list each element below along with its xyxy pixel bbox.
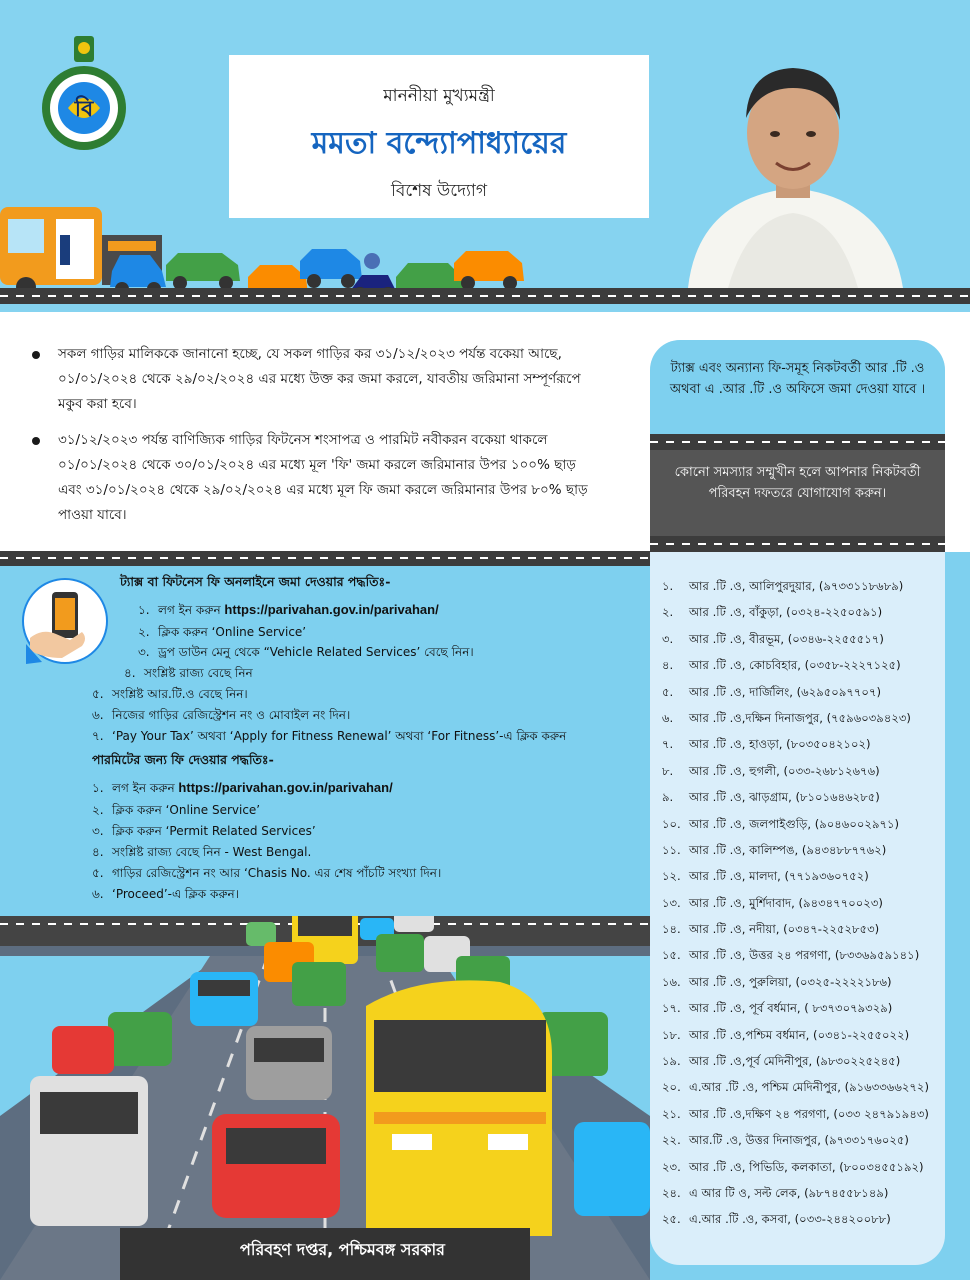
rto-item-text: আর .টি .ও,পূর্ব মেদিনীপুর, (৯৮৩০২২৫২৪৫) bbox=[689, 1054, 901, 1069]
parivahan-link[interactable]: https://parivahan.gov.in/parivahan/ bbox=[178, 780, 393, 795]
header-road bbox=[0, 288, 970, 304]
rto-list-item bbox=[662, 1079, 947, 1105]
rto-list-item bbox=[662, 921, 947, 947]
rto-list-item bbox=[662, 1159, 947, 1185]
title-line-3: বিশেষ উদ্যোগ bbox=[391, 181, 487, 201]
rto-side-panel bbox=[650, 340, 945, 1265]
rto-item-number: ১০. bbox=[662, 816, 681, 831]
rto-item-number: ২০. bbox=[662, 1080, 681, 1095]
west-bengal-emblem-icon bbox=[38, 36, 130, 152]
rto-list-item bbox=[662, 842, 947, 868]
rto-item-text: আর .টি .ও, ঝাড়গ্রাম, (৮১০১৬৪৬২৮৫) bbox=[689, 790, 880, 805]
rto-item-number: ১৬. bbox=[662, 974, 681, 989]
online-step: ৪. সংশ্লিষ্ট রাজ্য বেছে নিন bbox=[124, 666, 253, 680]
rto-list-item bbox=[662, 1132, 947, 1158]
rto-list-item bbox=[662, 684, 947, 710]
rto-list-item bbox=[662, 895, 947, 921]
rto-item-number: ৩. bbox=[662, 631, 674, 646]
rto-item-number: ২৩. bbox=[662, 1159, 681, 1174]
permit-step: ৫. গাড়ির রেজিস্ট্রেশন নং আর ‘Chasis No. এর শেষ পাঁচটি সংখ্যা দিন। bbox=[92, 866, 442, 880]
rto-list-item bbox=[662, 816, 947, 842]
rto-item-number: ২২. bbox=[662, 1133, 681, 1148]
phone-hand-icon bbox=[22, 578, 108, 664]
permit-step: ২. ক্লিক করুন ‘Online Service’ bbox=[92, 803, 261, 817]
side-road-divider bbox=[650, 536, 945, 552]
rto-list-item bbox=[662, 1211, 947, 1237]
rto-item-text: আর .টি .ও,পশ্চিম বর্ধমান, (০৩৪১-২২৫৫০২২) bbox=[689, 1027, 910, 1042]
rto-item-number: ২. bbox=[662, 605, 674, 620]
permit-step: ৩. ক্লিক করুন ‘Permit Related Services’ bbox=[92, 824, 316, 838]
rto-item-number: ১১. bbox=[662, 842, 681, 857]
rto-list-item bbox=[662, 657, 947, 683]
permit-heading: পারমিটের জন্য ফি দেওয়ার পদ্ধতিঃ- bbox=[92, 752, 274, 767]
rto-list-item bbox=[662, 631, 947, 657]
rto-item-text: আর .টি .ও, বাঁকুড়া, (০৩২৪-২২৫০৫৯১) bbox=[689, 605, 883, 620]
rto-list-item bbox=[662, 736, 947, 762]
rto-list-item bbox=[662, 947, 947, 973]
car-icon bbox=[52, 1026, 114, 1074]
title-card bbox=[229, 55, 649, 218]
rto-item-text: এ.আর .টি .ও, পশ্চিম মেদিনীপুর, (৯১৬৩৩৬৬২৭২) bbox=[689, 1080, 929, 1095]
notice-section bbox=[0, 312, 650, 552]
rto-item-text: এ আর টি ও, সল্ট লেক, (৯৮৭৪৫৫৮১৪৯) bbox=[689, 1185, 889, 1200]
permit-step: ১. লগ ইন করুন https://parivahan.gov.in/parivahan/ bbox=[92, 780, 393, 795]
rto-item-text: আর .টি .ও, কালিম্পঙ, (৯৪৩৪৮৮৭৭৬২) bbox=[689, 842, 887, 857]
contact-info-box: কোনো সমস্যার সম্মুখীন হলে আপনার নিকটবর্তী পরিবহন দফতরে যোগাযোগ করুন। bbox=[650, 450, 945, 536]
rto-list-item bbox=[662, 578, 947, 604]
online-step: ৩. ড্রপ ডাউন মেনু থেকে “Vehicle Related Services’ বেছে নিন। bbox=[138, 645, 474, 659]
rto-item-text: আর .টি .ও,দক্ষিণ ২৪ পরগণা, (০৩৩ ২৪৭৯১৯৪৩) bbox=[689, 1106, 929, 1121]
permit-step: ৪. সংশ্লিষ্ট রাজ্য বেছে নিন - West Bengal. bbox=[92, 845, 312, 859]
online-step: ৭. ‘Pay Your Tax’ অথবা ‘Apply for Fitness Renewal’ অথবা ‘For Fitness’-এ ক্লিক করুন bbox=[92, 729, 567, 743]
rto-item-number: ৪. bbox=[662, 658, 674, 673]
svg-text:বি: বি bbox=[74, 97, 94, 122]
bullet-icon bbox=[32, 437, 40, 445]
online-step: ৬. নিজের গাড়ির রেজিস্ট্রেশন নং ও মোবাইল নং দিন। bbox=[92, 708, 351, 722]
rto-list-item bbox=[662, 710, 947, 736]
rto-item-text: আর.টি .ও, উত্তর দিনাজপুর, (৯৭৩৩১৭৬০২৫) bbox=[689, 1133, 909, 1148]
rto-item-number: ২৫. bbox=[662, 1212, 681, 1227]
rto-list-item bbox=[662, 604, 947, 630]
rto-item-number: ৬. bbox=[662, 710, 674, 725]
rto-item-number: ২৪. bbox=[662, 1185, 681, 1200]
bus-icon bbox=[366, 980, 552, 1236]
rto-list-item bbox=[662, 1053, 947, 1079]
rto-item-number: ২১. bbox=[662, 1106, 681, 1121]
rto-item-text: আর .টি .ও, হুগলী, (০৩৩-২৬৮১২৬৭৬) bbox=[689, 763, 880, 778]
car-icon bbox=[574, 1122, 650, 1216]
car-icon bbox=[300, 249, 362, 279]
car-icon bbox=[454, 251, 524, 281]
rto-list-item bbox=[662, 974, 947, 1000]
rto-item-number: ৫. bbox=[662, 684, 674, 699]
rto-item-text: আর .টি .ও, কোচবিহার, (০৩৫৮-২২২৭১২৫) bbox=[689, 658, 901, 673]
divider-road bbox=[0, 551, 650, 566]
rto-item-text: আর .টি .ও, জলপাইগুড়ি, (৯০৪৬০০২৯৭১) bbox=[689, 816, 900, 831]
notice-item bbox=[32, 342, 592, 417]
rto-item-text: আর .টি .ও, পুরুলিয়া, (০৩২৫-২২২২১৮৬) bbox=[689, 974, 892, 989]
rto-item-text: আর .টি .ও, পিভিডি, কলকাতা, (৮০০৩৪৫৫১৯২) bbox=[689, 1159, 924, 1174]
notice-text: সকল গাড়ির মালিককে জানানো হচ্ছে, যে সকল গাড়ির কর ৩১/১২/২০২৩ পর্যন্ত বকেয়া আছে, ০১/০১/২০২৪ থেকে ২৯/০২/২০২৪ এর মধ্যে উক্ত কর জমা করলে, যাবতীয় জরিমানা সম্পূর্ণরূপে মকুব করা হবে। bbox=[58, 346, 581, 412]
rto-item-number: ১৩. bbox=[662, 895, 681, 910]
rto-item-number: ১৯. bbox=[662, 1054, 681, 1069]
rto-item-number: ৯. bbox=[662, 790, 674, 805]
rto-item-number: ৭. bbox=[662, 737, 674, 752]
car-icon bbox=[394, 916, 434, 932]
car-icon bbox=[292, 962, 346, 1006]
header-banner bbox=[0, 0, 970, 312]
online-tax-heading: ট্যাক্স বা ফিটনেস ফি অনলাইনে জমা দেওয়ার পদ্ধতিঃ- bbox=[120, 574, 391, 589]
online-step: ৫. সংশ্লিষ্ট আর.টি.ও বেছে নিন। bbox=[92, 687, 248, 701]
footer-department: পরিবহণ দপ্তর, পশ্চিমবঙ্গ সরকার bbox=[240, 1240, 445, 1259]
notice-text: ৩১/১২/২০২৩ পর্যন্ত বাণিজ্যিক গাড়ির ফিটনেস শংসাপত্র ও পারমিট নবীকরন বকেয়া থাকলে ০১/০১/২০২৪ থেকে ৩০/০১/২০২৪ এর মধ্যে মূল 'ফি' জমা করলে জরিমানার উপর ১০০% ছাড় এবং ৩১/০১/২০২৪ থেকে ২৯/০২/২০২৪ এর মধ্যে মূল ফি জমা করলে জরিমানার উপর ৮০% ছাড় পাওয়া যাবে। bbox=[58, 432, 588, 523]
car-icon bbox=[376, 934, 424, 972]
tax-info-box: ট্যাক্স এবং অন্যান্য ফি-সমূহ নিকটবর্তী আর .টি .ও অথবা এ .আর .টি .ও অফিসে জমা দেওয়া যাবে । bbox=[650, 340, 945, 434]
rto-contact-list bbox=[662, 578, 947, 1238]
title-cm-name: মমতা বন্দ্যোপাধ্যায়ের bbox=[311, 126, 567, 161]
highway-traffic-illustration bbox=[0, 916, 650, 1280]
rto-list-item bbox=[662, 763, 947, 789]
parivahan-link[interactable]: https://parivahan.gov.in/parivahan/ bbox=[224, 602, 439, 617]
rto-list-item bbox=[662, 1027, 947, 1053]
online-step: ১. লগ ইন করুন https://parivahan.gov.in/parivahan/ bbox=[138, 602, 439, 617]
rto-item-number: ৮. bbox=[662, 763, 674, 778]
rto-item-text: আর .টি .ও, আলিপুরদুয়ার, (৯৭৩৩১১৮৬৮৯) bbox=[689, 579, 904, 593]
rto-item-text: আর .টি .ও, বীরভূম, (০৩৪৬-২২৫৫৫১৭) bbox=[689, 631, 884, 646]
rto-item-text: আর .টি .ও, হাওড়া, (৮০৩৫০৪২১০২) bbox=[689, 737, 871, 752]
rto-item-number: ১২. bbox=[662, 869, 681, 884]
rto-item-number: ১৮. bbox=[662, 1027, 681, 1042]
car-icon bbox=[246, 1026, 332, 1100]
rto-item-number: ১. bbox=[662, 579, 674, 593]
rto-list-item bbox=[662, 789, 947, 815]
rto-item-text: আর .টি .ও, নদীয়া, (০৩৪৭-২২৫২৮৫৩) bbox=[689, 922, 880, 937]
rto-item-text: আর .টি .ও, দার্জিলিং, (৬২৯৫০৯৭৭০৭) bbox=[689, 684, 882, 699]
rto-list-item bbox=[662, 1185, 947, 1211]
notice-item bbox=[32, 428, 592, 528]
rto-item-text: আর .টি .ও, পূর্ব বর্ধমান, ( ৮৩৭৩০৭৯৩২৯) bbox=[689, 1001, 893, 1016]
car-icon bbox=[108, 1012, 172, 1066]
rto-list-item bbox=[662, 868, 947, 894]
rto-list-item bbox=[662, 1106, 947, 1132]
rto-item-text: আর .টি .ও, উত্তর ২৪ পরগণা, (৮৩৩৬৯৫৯১৪১) bbox=[689, 948, 920, 963]
permit-step: ৬. ‘Proceed’-এ ক্লিক করুন। bbox=[92, 887, 240, 901]
rto-item-text: আর .টি .ও, মুর্শিদাবাদ, (৯৪৩৪৭৭০০২৩) bbox=[689, 895, 883, 910]
rto-list-item bbox=[662, 1000, 947, 1026]
title-line-1: মাননীয়া মুখ্যমন্ত্রী bbox=[383, 86, 495, 106]
rto-item-text: আর .টি .ও,দক্ষিন দিনাজপুর, (৭৫৯৬০৩৯৪২৩) bbox=[689, 710, 911, 725]
rto-item-text: আর .টি .ও, মালদা, (৭৭১৯৩৬০৭৫২) bbox=[689, 869, 869, 884]
rto-item-number: ১৫. bbox=[662, 948, 681, 963]
bullet-icon bbox=[32, 351, 40, 359]
rto-item-number: ১৭. bbox=[662, 1001, 681, 1016]
rto-item-text: এ.আর .টি .ও, কসবা, (০৩৩-২৪৪২০০৮৮) bbox=[689, 1212, 891, 1227]
side-road-divider bbox=[650, 434, 945, 450]
rto-item-number: ১৪. bbox=[662, 922, 681, 937]
online-step: ২. ক্লিক করুন ‘Online Service’ bbox=[138, 625, 307, 639]
